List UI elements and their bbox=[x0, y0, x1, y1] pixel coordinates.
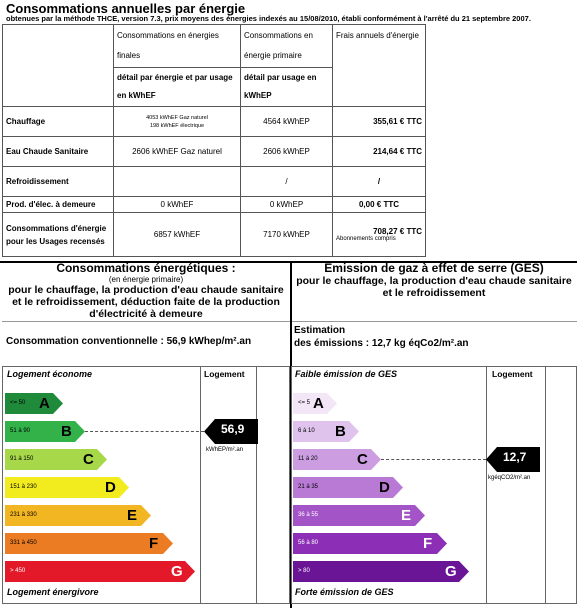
energy-conso bbox=[6, 336, 251, 347]
pointer-unit: kgéqCO2/m².an bbox=[488, 475, 531, 481]
band-f bbox=[293, 533, 447, 554]
band-range: 151 à 230 bbox=[10, 484, 37, 490]
row-final-line: 198 kWhEF électrique bbox=[149, 122, 205, 129]
band-d bbox=[5, 477, 129, 498]
band-b bbox=[5, 421, 85, 442]
row-primary: 7170 kWhEP bbox=[241, 213, 333, 257]
ges-col-label: Logement bbox=[492, 369, 533, 379]
row-label: Consommations d'énergie pour les Usages recensés bbox=[3, 213, 114, 257]
energy-col-divider bbox=[200, 366, 201, 604]
energy-col-label: Logement bbox=[204, 369, 245, 379]
band-range: 231 à 330 bbox=[10, 512, 37, 518]
subheader-primary: détail par usage en kWhEP bbox=[241, 68, 333, 107]
page-title: Consommations annuelles par énergie bbox=[6, 1, 246, 16]
band-letter: G bbox=[171, 563, 183, 580]
band-d bbox=[293, 477, 403, 498]
band-letter: C bbox=[357, 451, 368, 468]
band-b bbox=[293, 421, 359, 442]
band-range: 51 à 90 bbox=[10, 428, 31, 434]
page-subtitle: obtenues par la méthode THCE, version 7.3, prix moyens des énergies indexés au 15/08/2010, établi conformément à l'arrêté du 21 septembre 2007. bbox=[6, 14, 531, 23]
ges-title-rest: pour le chauffage, la production d'eau chaude sanitaire et le refroidissement bbox=[296, 275, 572, 299]
pointer-value: 56,9 bbox=[221, 422, 245, 436]
ges-estimation bbox=[294, 324, 469, 350]
row-label: Eau Chaude Sanitaire bbox=[3, 137, 114, 167]
separator bbox=[2, 321, 290, 322]
band-letter: E bbox=[127, 507, 138, 524]
ges-est-label: Estimation bbox=[294, 325, 346, 336]
band-e bbox=[293, 505, 425, 526]
band-range: 6 à 10 bbox=[298, 428, 315, 434]
energy-title bbox=[4, 262, 288, 320]
band-f bbox=[5, 533, 173, 554]
band-g bbox=[5, 561, 195, 582]
row-label: Refroidissement bbox=[3, 167, 114, 197]
pointer-value: 12,7 bbox=[503, 450, 527, 464]
band-range: <= 50 bbox=[10, 400, 26, 406]
band-range: 56 à 80 bbox=[298, 540, 319, 546]
energy-title-main: Consommations énergétiques : bbox=[56, 261, 236, 275]
band-letter: F bbox=[423, 535, 433, 552]
row-cost: 0,00 € TTC bbox=[333, 197, 426, 213]
ges-est-value-label: des émissions : bbox=[294, 338, 370, 349]
value-pointer bbox=[204, 419, 258, 453]
header-final: Consommations en énergies finales bbox=[114, 25, 241, 68]
energy-conso-label: Consommation conventionnelle : bbox=[6, 336, 164, 347]
band-letter: G bbox=[445, 563, 457, 580]
row-primary: 2606 kWhEP bbox=[241, 137, 333, 167]
header-primary: Consommations en énergie primaire bbox=[241, 25, 333, 68]
pointer-guide bbox=[85, 431, 204, 432]
energy-conso-value: 56,9 kWhep/m².an bbox=[166, 336, 252, 347]
energy-top-label: Logement économe bbox=[7, 369, 93, 379]
energy-title-small: (en énergie primaire) bbox=[108, 275, 184, 284]
energy-bottom-label: Logement énergivore bbox=[7, 587, 99, 597]
band-letter: D bbox=[105, 479, 116, 496]
band-letter: D bbox=[379, 479, 390, 496]
band-a bbox=[293, 393, 337, 414]
table-row bbox=[3, 107, 426, 137]
row-label: Prod. d'élec. à demeure bbox=[3, 197, 114, 213]
pointer-unit: kWhEP/m².an bbox=[206, 447, 244, 453]
band-range: 91 à 150 bbox=[10, 456, 34, 462]
row-cost-note: Abonnements compris bbox=[336, 236, 396, 242]
band-letter: A bbox=[313, 395, 324, 412]
row-final: 0 kWhEF bbox=[114, 197, 241, 213]
row-final: 6857 kWhEF bbox=[114, 213, 241, 257]
row-final-line: 4053 kWhEF Gaz naturel bbox=[146, 114, 208, 121]
consumption-table bbox=[2, 24, 426, 257]
table-row-total bbox=[3, 213, 426, 257]
band-a bbox=[5, 393, 63, 414]
band-letter: F bbox=[149, 535, 159, 552]
band-letter: B bbox=[335, 423, 346, 440]
band-arrow bbox=[293, 561, 469, 582]
subheader-final: détail par énergie et par usage en kWhEF bbox=[114, 68, 241, 107]
header-cost: Frais annuels d'énergie bbox=[333, 25, 426, 107]
value-pointer bbox=[486, 447, 540, 481]
row-primary: 0 kWhEP bbox=[241, 197, 333, 213]
table-row bbox=[3, 197, 426, 213]
ges-title-main: Emission de gaz à effet de serre (GES) bbox=[324, 261, 544, 275]
energy-col-divider bbox=[256, 366, 257, 604]
band-c bbox=[293, 449, 381, 470]
ges-col-divider bbox=[486, 366, 487, 604]
row-cost bbox=[333, 213, 426, 257]
band-c bbox=[5, 449, 107, 470]
ges-top-label: Faible émission de GES bbox=[295, 369, 398, 379]
row-final bbox=[114, 107, 241, 137]
row-cost: 355,61 € TTC bbox=[333, 107, 426, 137]
table-row bbox=[3, 137, 426, 167]
ges-col-divider bbox=[545, 366, 546, 604]
row-cost: / bbox=[333, 167, 426, 197]
energy-title-rest: pour le chauffage, la production d'eau chaude sanitaire et le refroidissement, déduction faite de la production d'électricité à demeure bbox=[8, 284, 284, 320]
row-label: Chauffage bbox=[3, 107, 114, 137]
ges-bottom-label: Forte émission de GES bbox=[295, 587, 394, 597]
ges-est-value: 12,7 kg éqCo2/m².an bbox=[371, 338, 469, 349]
band-g bbox=[293, 561, 469, 582]
band-range: 11 à 20 bbox=[298, 456, 318, 462]
ges-title bbox=[294, 262, 574, 299]
band-range: <= 5 bbox=[298, 400, 311, 406]
row-final: 2606 kWhEF Gaz naturel bbox=[114, 137, 241, 167]
table-row bbox=[3, 167, 426, 197]
band-letter: C bbox=[83, 451, 94, 468]
band-letter: A bbox=[39, 395, 50, 412]
band-e bbox=[5, 505, 151, 526]
band-range: 36 à 55 bbox=[298, 512, 319, 518]
table-header-row bbox=[3, 25, 426, 68]
table-corner bbox=[3, 25, 114, 107]
row-primary: 4564 kWhEP bbox=[241, 107, 333, 137]
row-final bbox=[114, 167, 241, 197]
band-range: 331 à 450 bbox=[10, 540, 37, 546]
pointer-guide bbox=[381, 459, 486, 460]
band-letter: B bbox=[61, 423, 72, 440]
row-cost-value: 708,27 € TTC bbox=[373, 227, 422, 236]
separator bbox=[292, 321, 577, 322]
band-range: > 450 bbox=[10, 568, 26, 574]
row-primary: / bbox=[241, 167, 333, 197]
row-cost: 214,64 € TTC bbox=[333, 137, 426, 167]
band-range: 21 à 35 bbox=[298, 484, 319, 490]
band-arrow bbox=[5, 561, 195, 582]
band-letter: E bbox=[401, 507, 412, 524]
band-range: > 80 bbox=[298, 568, 310, 574]
